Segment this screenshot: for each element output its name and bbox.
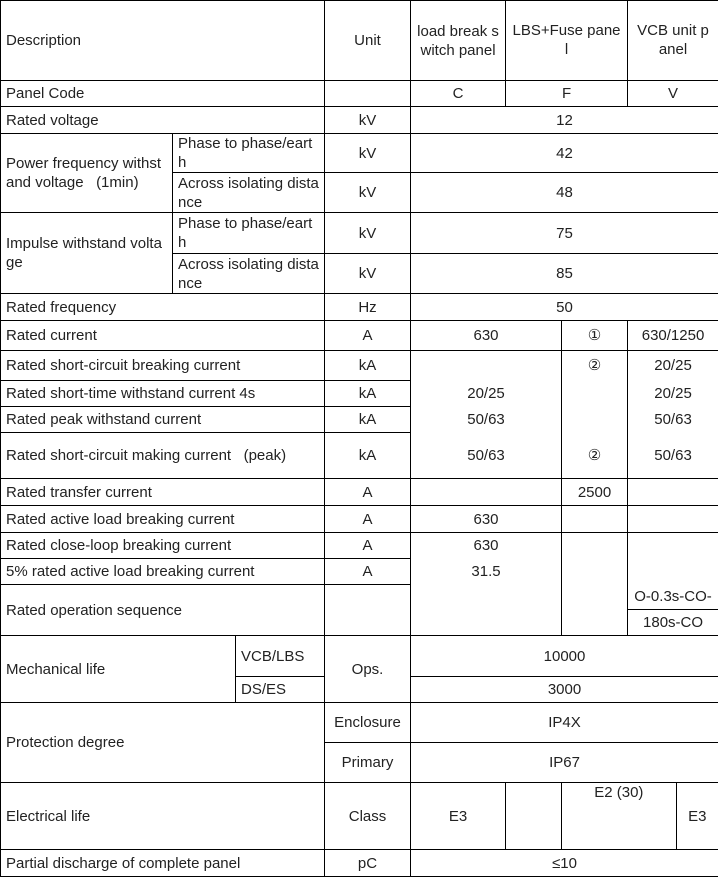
- table-row: [1, 533, 718, 559]
- active-load-label: Rated active load breaking current: [1, 506, 325, 533]
- rated-voltage-unit: kV: [325, 107, 411, 134]
- impulse-phase-label: Phase to phase/earth: [173, 213, 325, 254]
- mechanical-life-unit: Ops.: [325, 636, 411, 703]
- active-load-v: [628, 506, 718, 533]
- header-row: [1, 1, 718, 81]
- col-v-header: VCB unit panel: [628, 1, 718, 81]
- active-load-f: [562, 506, 628, 533]
- table-row: [1, 703, 718, 743]
- rated-voltage-label: Rated voltage: [1, 107, 325, 134]
- transfer-current-f: 2500: [562, 479, 628, 506]
- sc-making-f: ②: [562, 432, 627, 478]
- col-v-merged-block: [628, 351, 718, 479]
- electrical-life-v-inner: [562, 783, 718, 849]
- close-loop-unit: A: [325, 533, 411, 559]
- pf-phase-value: 42: [411, 134, 718, 173]
- sc-breaking-unit: kA: [325, 351, 411, 381]
- table-row: [1, 107, 718, 134]
- transfer-current-label: Rated transfer current: [1, 479, 325, 506]
- panel-code-unit: [325, 81, 411, 107]
- protection-value1: IP4X: [411, 703, 718, 743]
- peak-withstand-unit: kA: [325, 407, 411, 433]
- partial-discharge-label: Partial discharge of complete panel: [1, 850, 325, 877]
- table-row: [1, 81, 718, 107]
- protection-degree-label: Protection degree: [1, 703, 325, 783]
- mechanical-life-sub1: VCB/LBS: [236, 636, 325, 677]
- partial-discharge-unit: pC: [325, 850, 411, 877]
- panel-code-v: V: [628, 81, 718, 107]
- operation-sequence-v2: 180s-CO: [628, 610, 718, 636]
- active-load-c: 630: [411, 506, 562, 533]
- pf-phase-unit: kV: [325, 134, 411, 173]
- peak-withstand-label: Rated peak withstand current: [1, 407, 325, 433]
- pct5-c: 31.5: [411, 559, 561, 585]
- sc-making-c: 50/63: [411, 432, 561, 478]
- table-row: [1, 783, 718, 850]
- close-loop-c: 630: [411, 533, 561, 559]
- table-row: [1, 213, 718, 254]
- table-row: [1, 351, 718, 381]
- electrical-life-v-a: E2 (30): [562, 783, 676, 849]
- panel-code-c: C: [411, 81, 506, 107]
- rated-frequency-value: 50: [411, 294, 718, 321]
- pf-iso-unit: kV: [325, 173, 411, 213]
- operation-sequence-unit: [325, 585, 411, 636]
- table-row: [1, 479, 718, 506]
- table-row: [1, 636, 718, 677]
- col-c-inner: [411, 351, 561, 478]
- rated-frequency-unit: Hz: [325, 294, 411, 321]
- table-row: [1, 506, 718, 533]
- operation-sequence-v1: O-0.3s-CO-: [628, 585, 718, 610]
- impulse-label: Impulse withstand voltage: [1, 213, 173, 294]
- col-f-header: LBS+Fuse panel: [506, 1, 628, 81]
- table-row: [1, 134, 718, 173]
- pf-phase-label: Phase to phase/earth: [173, 134, 325, 173]
- sc-breaking-label: Rated short-circuit breaking current: [1, 351, 325, 381]
- transfer-current-c: [411, 479, 562, 506]
- peak-withstand-c: 50/63: [411, 406, 561, 432]
- electrical-life-unit: Class: [325, 783, 411, 850]
- pf-withstand-label: Power frequency withstand voltage (1min): [1, 134, 173, 213]
- col-c-block-2: [411, 533, 562, 636]
- pct5-label: 5% rated active load breaking current: [1, 559, 325, 585]
- mechanical-life-value1: 10000: [411, 636, 718, 677]
- rated-current-v: 630/1250: [628, 321, 718, 351]
- active-load-unit: A: [325, 506, 411, 533]
- peak-withstand-v: 50/63: [628, 406, 718, 432]
- close-loop-label: Rated close-loop breaking current: [1, 533, 325, 559]
- impulse-iso-label: Across isolating distance: [173, 254, 325, 294]
- transfer-current-v: [628, 479, 718, 506]
- col-f-block-2: [562, 533, 628, 636]
- description-header: Description: [1, 1, 325, 81]
- protection-value2: IP67: [411, 743, 718, 783]
- impulse-iso-value: 85: [411, 254, 718, 294]
- table-row: [1, 321, 718, 351]
- sc-breaking-v: 20/25: [628, 351, 718, 380]
- transfer-current-unit: A: [325, 479, 411, 506]
- mechanical-life-label: Mechanical life: [1, 636, 236, 703]
- rated-current-f: ①: [562, 321, 628, 351]
- operation-sequence-label: Rated operation sequence: [1, 585, 325, 636]
- pf-iso-label: Across isolating distance: [173, 173, 325, 213]
- st-withstand-unit: kA: [325, 381, 411, 407]
- st-withstand-label: Rated short-time withstand current 4s: [1, 381, 325, 407]
- rated-current-unit: A: [325, 321, 411, 351]
- electrical-life-c: E3: [411, 783, 506, 850]
- electrical-life-v-block: [562, 783, 718, 850]
- col-f-inner: [562, 351, 627, 478]
- col-c-merged-block: [411, 351, 562, 479]
- rated-voltage-value: 12: [411, 107, 718, 134]
- pf-iso-value: 48: [411, 173, 718, 213]
- impulse-phase-unit: kV: [325, 213, 411, 254]
- sc-breaking-c: [411, 351, 561, 380]
- protection-sub2: Primary: [325, 743, 411, 783]
- rated-frequency-label: Rated frequency: [1, 294, 325, 321]
- table-row: [1, 294, 718, 321]
- st-withstand-c: 20/25: [411, 380, 561, 406]
- sc-breaking-f: ②: [562, 351, 627, 380]
- rated-current-label: Rated current: [1, 321, 325, 351]
- col-v-block-2: [628, 533, 718, 585]
- sc-making-unit: kA: [325, 433, 411, 479]
- pct5-unit: A: [325, 559, 411, 585]
- st-withstand-v: 20/25: [628, 380, 718, 406]
- protection-sub1: Enclosure: [325, 703, 411, 743]
- mechanical-life-sub2: DS/ES: [236, 677, 325, 703]
- table-row: [1, 850, 718, 877]
- mechanical-life-value2: 3000: [411, 677, 718, 703]
- impulse-iso-unit: kV: [325, 254, 411, 294]
- electrical-life-v-b: E3: [676, 783, 718, 849]
- electrical-life-f: [506, 783, 562, 850]
- partial-discharge-value: ≤10: [411, 850, 718, 877]
- electrical-life-label: Electrical life: [1, 783, 325, 850]
- col-f-merged-block: [562, 351, 628, 479]
- col-c-header: load break switch panel: [411, 1, 506, 81]
- sc-making-v: 50/63: [628, 432, 718, 478]
- rated-current-c: 630: [411, 321, 562, 351]
- col-v-inner: [628, 351, 718, 478]
- panel-code-label: Panel Code: [1, 81, 325, 107]
- sc-making-label: Rated short-circuit making current (peak): [1, 433, 325, 479]
- impulse-phase-value: 75: [411, 213, 718, 254]
- panel-code-f: F: [506, 81, 628, 107]
- unit-header: Unit: [325, 1, 411, 81]
